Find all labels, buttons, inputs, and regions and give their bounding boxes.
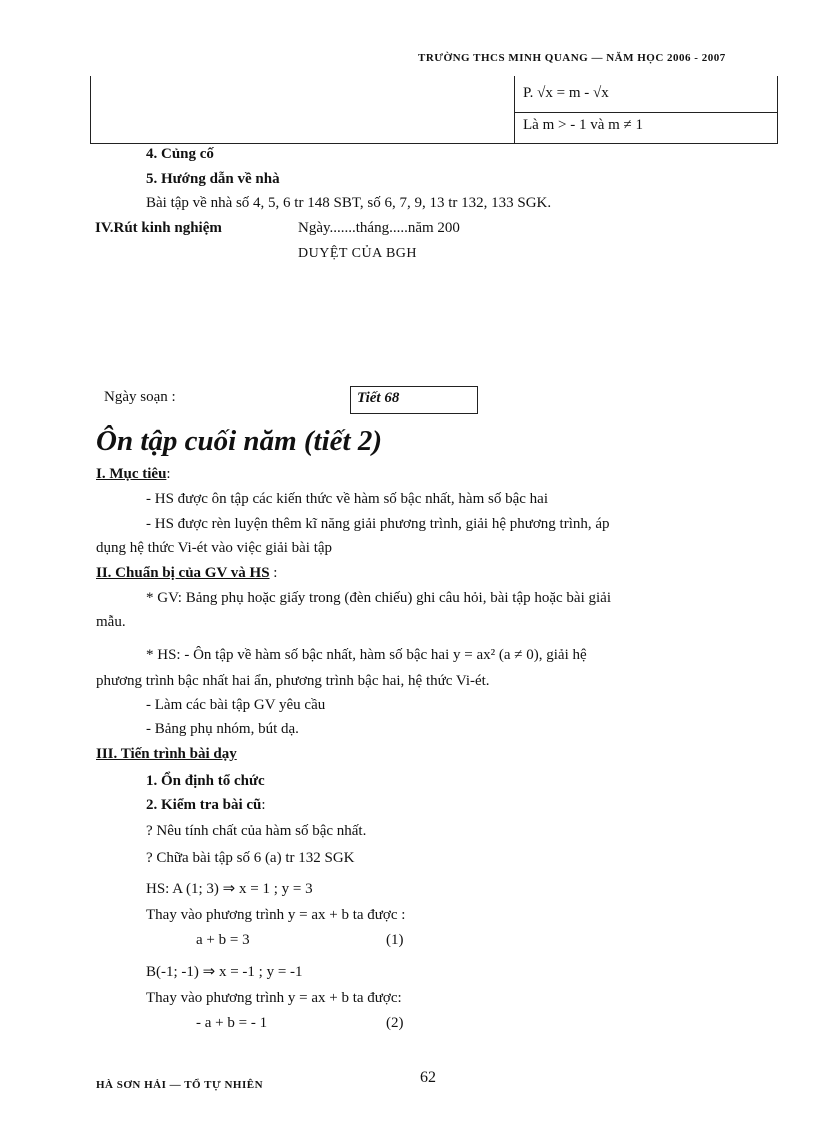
heading-chuan-bi: [96, 565, 277, 582]
heading-chuan-bi-colon: :: [273, 565, 278, 581]
hs-prep-line-2: phương trình bậc nhất hai ẩn, phương trình bậc hai, hệ thức Vi-ét.: [96, 673, 490, 689]
heading-huong-dan: 5. Hướng dẫn về nhà: [146, 171, 280, 187]
page-number: 62: [420, 1069, 436, 1086]
answer-point-a: HS: A (1; 3) ⇒ x = 1 ; y = 3: [146, 881, 313, 897]
gv-prep-line-1: * GV: Bảng phụ hoặc giấy trong (đèn chiếu) ghi câu hỏi, bài tập hoặc bài giải: [146, 590, 611, 606]
heading-cung-co: 4. Củng cố: [146, 146, 214, 162]
lesson-title: Ôn tập cuối năm (tiết 2): [96, 425, 382, 457]
hs-prep-line-3: - Làm các bài tập GV yêu cầu: [146, 697, 326, 713]
heading-kiem-tra: [146, 797, 266, 814]
table-left-border: [90, 76, 91, 143]
heading-muc-tieu-text: I. Mục tiêu: [96, 466, 167, 482]
heading-tien-trinh: III. Tiến trình bài dạy: [96, 746, 237, 762]
equation-1-label: (1): [386, 932, 404, 948]
muc-tieu-line-1: - HS được ôn tập các kiến thức về hàm số bậc nhất, hàm số bậc hai: [146, 491, 548, 507]
ngay-soan-text: Ngày soạn :: [104, 389, 176, 405]
muc-tieu-line-3: dụng hệ thức Vi-ét vào việc giải bài tập: [96, 540, 333, 556]
question-1: ? Nêu tính chất của hàm số bậc nhất.: [146, 823, 367, 839]
equation-1: a + b = 3: [196, 932, 250, 948]
heading-muc-tieu: [96, 466, 171, 483]
heading-muc-tieu-colon: :: [166, 466, 171, 482]
heading-kiem-tra-colon: :: [261, 797, 266, 813]
heading-on-dinh: 1. Ổn định tổ chức: [146, 773, 265, 789]
table-cell-condition: Là m > - 1 và m ≠ 1: [523, 117, 643, 133]
gv-prep-line-2: mẫu.: [96, 614, 126, 630]
question-2: ? Chữa bài tập số 6 (a) tr 132 SGK: [146, 850, 355, 866]
table-column-divider: [514, 76, 515, 143]
equation-2-label: (2): [386, 1015, 404, 1031]
heading-kiem-tra-text: 2. Kiểm tra bài cũ: [146, 797, 262, 813]
hs-prep-line-1: * HS: - Ôn tập về hàm số bậc nhất, hàm số bậc hai y = ax² (a ≠ 0), giải hệ: [146, 647, 587, 663]
page-header: TRƯỜNG THCS MINH QUANG — NĂM HỌC 2006 - 2007: [418, 52, 726, 64]
approval-label: DUYỆT CỦA BGH: [298, 246, 418, 261]
answer-point-b: B(-1; -1) ⇒ x = -1 ; y = -1: [146, 964, 303, 980]
table-right-border: [777, 76, 778, 143]
table-cell-equation: P. √x = m - √x: [523, 85, 609, 101]
table-bottom-border: [90, 143, 778, 144]
substitute-line-1: Thay vào phương trình y = ax + b ta được :: [146, 907, 406, 923]
date-line: Ngày.......tháng.....năm 200: [298, 220, 460, 236]
lesson-number: Tiết 68: [357, 390, 400, 406]
muc-tieu-line-2: - HS được rèn luyện thêm kĩ năng giải phương trình, giải hệ phương trình, áp: [146, 516, 610, 532]
homework-text: Bài tập về nhà số 4, 5, 6 tr 148 SBT, số 6, 7, 9, 13 tr 132, 133 SGK.: [146, 195, 552, 211]
lesson-number-box: [350, 386, 478, 414]
table-row-divider: [514, 112, 777, 113]
substitute-line-2: Thay vào phương trình y = ax + b ta được:: [146, 990, 402, 1006]
ngay-soan-label: [104, 389, 176, 406]
equation-2: - a + b = - 1: [196, 1015, 268, 1031]
heading-chuan-bi-text: II. Chuẩn bị của GV và HS: [96, 565, 270, 581]
hs-prep-line-4: - Bảng phụ nhóm, bút dạ.: [146, 721, 299, 737]
heading-rut-kinh-nghiem: IV.Rút kinh nghiệm: [95, 220, 222, 236]
footer-author: HÀ SƠN HẢI — TỔ TỰ NHIÊN: [96, 1079, 264, 1091]
